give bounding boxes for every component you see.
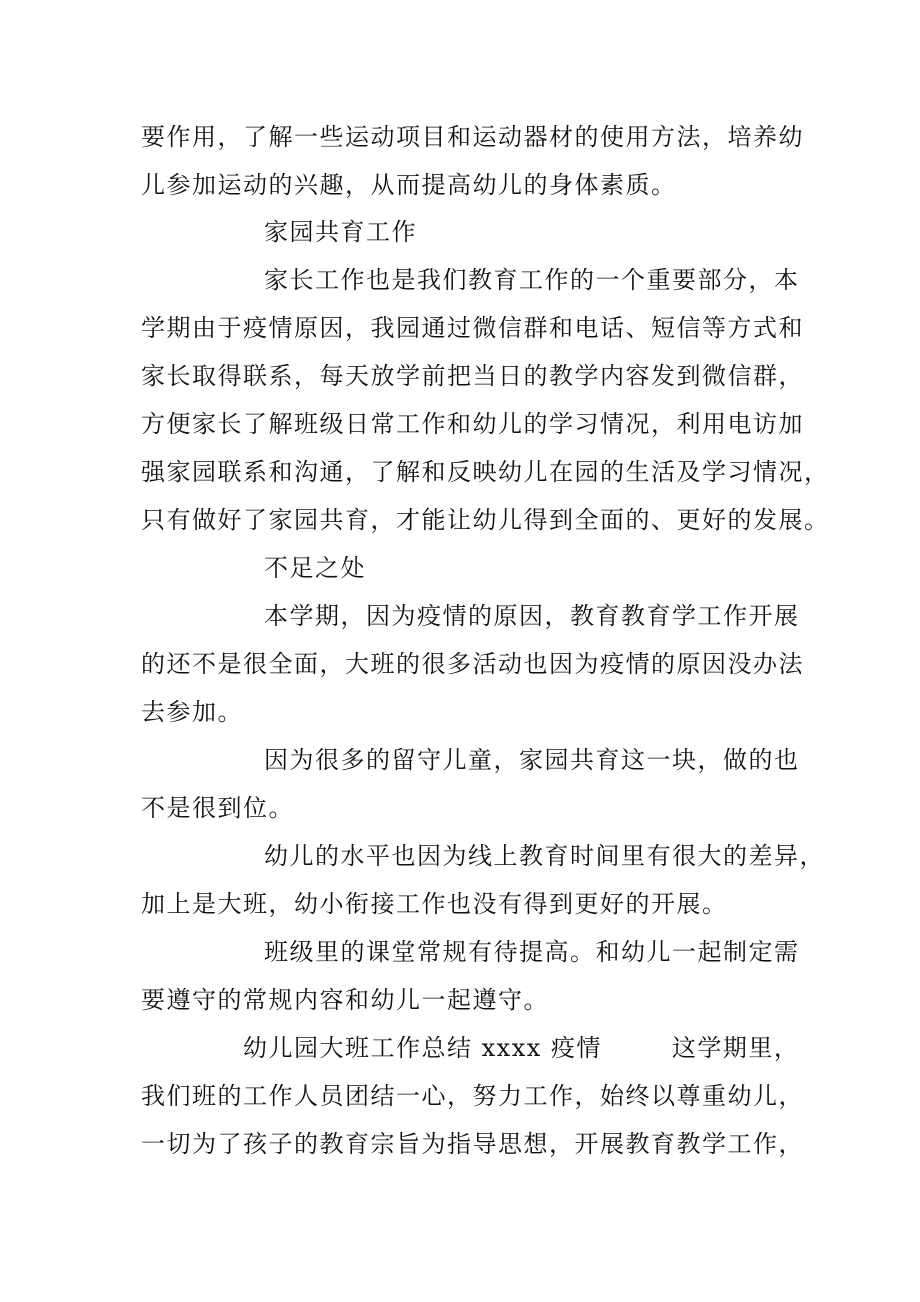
paragraph-line: 家长工作也是我们教育工作的一个重要部分，本 xyxy=(264,266,800,294)
article-title-line xyxy=(243,1033,799,1063)
paragraph-line: 不是很到位。 xyxy=(141,794,294,822)
paragraph-line: 本学期，因为疫情的原因，教育教育学工作开展 xyxy=(264,602,800,630)
paragraph-line: 的还不是很全面，大班的很多活动也因为疫情的原因没办法 xyxy=(141,650,804,678)
paragraph-line: 我们班的工作人员团结一心，努力工作，始终以尊重幼儿， xyxy=(141,1082,804,1110)
paragraph-line: 班级里的课堂常规有待提高。和幼儿一起制定需 xyxy=(264,938,800,966)
paragraph-line: 方便家长了解班级日常工作和幼儿的学习情况，利用电访加 xyxy=(141,410,804,438)
paragraph-line: 一切为了孩子的教育宗旨为指导思想，开展教育教学工作， xyxy=(141,1130,804,1158)
paragraph-line: 只有做好了家园共育，才能让幼儿得到全面的、更好的发展。 xyxy=(141,506,830,534)
article-title: 幼儿园大班工作总结 xxxx 疫情 xyxy=(243,1034,602,1062)
paragraph-line: 加上是大班，幼小衔接工作也没有得到更好的开展。 xyxy=(141,890,728,918)
paragraph-line: 强家园联系和沟通，了解和反映幼儿在园的生活及学习情况， xyxy=(141,458,830,486)
paragraph-line: 要遵守的常规内容和幼儿一起遵守。 xyxy=(141,986,549,1014)
paragraph-line: 因为很多的留守儿童，家园共育这一块，做的也 xyxy=(264,746,800,774)
paragraph-line: 家长取得联系，每天放学前把当日的教学内容发到微信群， xyxy=(141,362,804,390)
paragraph-line: 幼儿的水平也因为线上教育时间里有很大的差异， xyxy=(264,842,825,870)
section-heading-home-school: 家园共育工作 xyxy=(264,218,417,246)
paragraph-line: 儿参加运动的兴趣，从而提高幼儿的身体素质。 xyxy=(141,171,677,199)
paragraph-line: 去参加。 xyxy=(141,698,243,726)
paragraph-line: 要作用，了解一些运动项目和运动器材的使用方法，培养幼 xyxy=(141,123,804,151)
paragraph-start: 这学期里， xyxy=(671,1034,800,1062)
section-heading-shortcomings: 不足之处 xyxy=(264,554,366,582)
paragraph-line: 学期由于疫情原因，我园通过微信群和电话、短信等方式和 xyxy=(141,314,804,342)
